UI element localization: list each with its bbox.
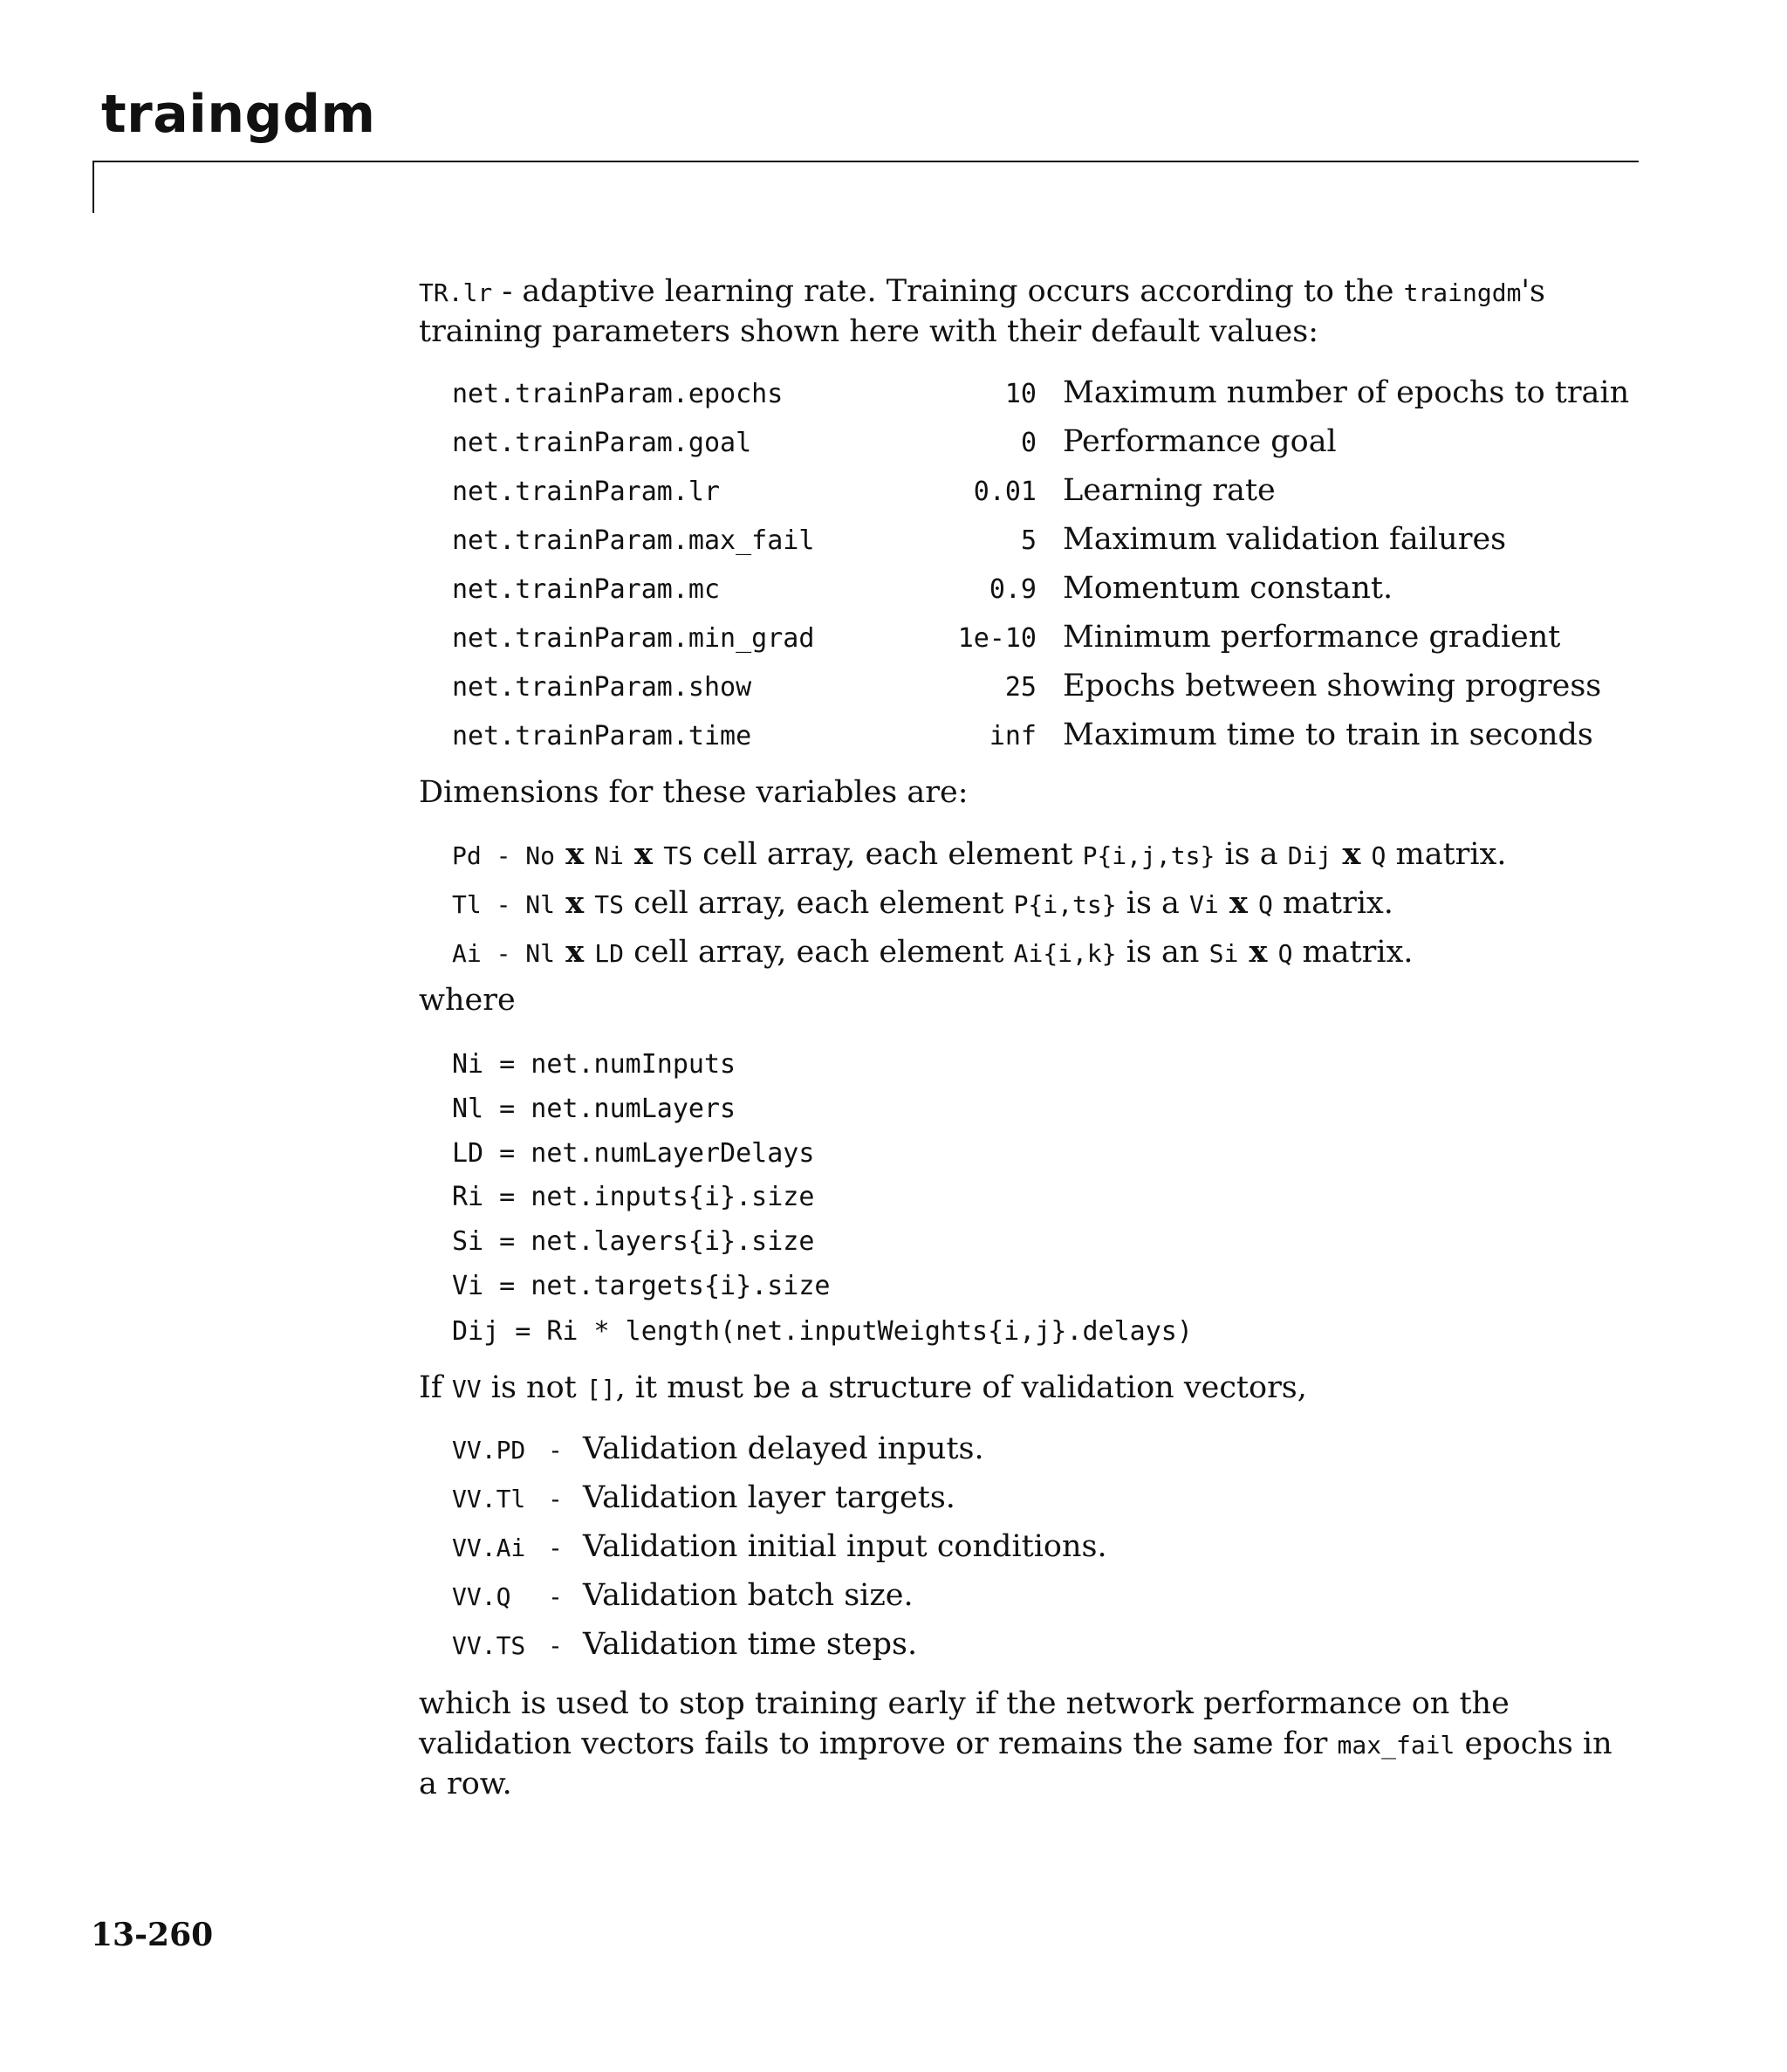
definition-line: Dij = Ri * length(net.inputWeights{i,j}.delays) — [452, 1316, 1193, 1347]
dim-b: TS — [594, 890, 624, 919]
dim-m2: Q — [1277, 939, 1293, 968]
param-row — [452, 473, 1586, 508]
param-description: Maximum time to train in seconds — [1063, 717, 1593, 752]
dim-text: is an — [1116, 935, 1209, 970]
vv-dash: - — [548, 1436, 563, 1465]
dim-x: x — [555, 885, 595, 921]
code-max-fail: max_fail — [1337, 1731, 1455, 1760]
param-value: 5 — [1020, 525, 1037, 556]
param-name: net.trainParam.epochs — [452, 379, 784, 409]
definition-line: Ni = net.numInputs — [452, 1049, 736, 1080]
dim-dash: - — [481, 841, 526, 870]
dimension-row — [452, 885, 1393, 921]
intro-line-2: training parameters shown here with their default values: — [419, 314, 1319, 349]
definition-line: Ri = net.inputs{i}.size — [452, 1182, 815, 1212]
code-tr-lr: TR.lr — [419, 278, 493, 307]
vv-field-row — [452, 1431, 984, 1466]
param-value: 1e-10 — [957, 623, 1037, 654]
dim-a: Nl — [525, 939, 556, 968]
dim-element: P{i,ts} — [1013, 890, 1117, 919]
header-rule — [92, 161, 1639, 162]
vv-intro — [419, 1370, 1307, 1405]
param-row — [452, 571, 1586, 606]
dim-var: Tl — [452, 890, 482, 919]
page-title: traingdm — [101, 84, 376, 145]
dim-b: Ni — [594, 841, 624, 870]
dim-text: cell array, each element — [692, 837, 1083, 872]
definition-line: Si = net.layers{i}.size — [452, 1226, 815, 1257]
dim-c: TS — [663, 841, 693, 870]
vv-field-desc: Validation time steps. — [583, 1627, 918, 1662]
param-name: net.trainParam.time — [452, 721, 752, 751]
definition-line: Nl = net.numLayers — [452, 1094, 736, 1124]
dimensions-heading: Dimensions for these variables are: — [419, 775, 969, 810]
dim-a: No — [525, 841, 556, 870]
vv-field-desc: Validation delayed inputs. — [583, 1431, 984, 1466]
page-number: 13-260 — [91, 1917, 214, 1953]
param-value: 25 — [1004, 672, 1037, 703]
dim-dash: - — [481, 890, 526, 919]
param-value: 0 — [1020, 428, 1037, 458]
vv-intro-text: If — [419, 1370, 452, 1405]
dim-x: x — [1218, 885, 1259, 921]
dim-element: P{i,j,ts} — [1082, 841, 1215, 870]
intro-line-1 — [419, 274, 1545, 309]
dim-text: matrix. — [1292, 935, 1414, 970]
param-name: net.trainParam.min_grad — [452, 623, 815, 654]
param-value: inf — [989, 721, 1037, 751]
param-row — [452, 424, 1586, 459]
definition-line: Vi = net.targets{i}.size — [452, 1271, 831, 1301]
param-value: 0.9 — [989, 574, 1037, 605]
param-row — [452, 620, 1586, 655]
param-row — [452, 522, 1586, 557]
dim-m1: Vi — [1189, 890, 1219, 919]
param-description: Minimum performance gradient — [1063, 620, 1561, 655]
vv-field-desc: Validation initial input conditions. — [583, 1529, 1107, 1564]
vv-field-name: VV.TS — [452, 1631, 526, 1660]
param-name: net.trainParam.show — [452, 672, 752, 703]
closing-text: validation vectors fails to improve or remains the same for — [419, 1726, 1338, 1761]
definition-line: LD = net.numLayerDelays — [452, 1138, 815, 1169]
vv-field-row — [452, 1529, 1107, 1564]
dim-text: matrix. — [1386, 837, 1507, 872]
vv-field-desc: Validation layer targets. — [583, 1480, 955, 1515]
param-value: 0.01 — [973, 477, 1037, 507]
vv-intro-text: , it must be a structure of validation vectors, — [615, 1370, 1307, 1405]
param-value: 10 — [1004, 379, 1037, 409]
param-description: Maximum number of epochs to train — [1063, 375, 1630, 410]
code-traingdm: traingdm — [1403, 278, 1522, 307]
param-description: Epochs between showing progress — [1063, 669, 1602, 703]
vv-dash: - — [548, 1631, 563, 1660]
dim-text: matrix. — [1272, 886, 1393, 921]
closing-line-2 — [419, 1726, 1612, 1761]
vv-field-row — [452, 1578, 914, 1613]
vv-dash: - — [548, 1485, 563, 1513]
vv-field-name: VV.Ai — [452, 1533, 526, 1562]
vv-field-name: VV.PD — [452, 1436, 526, 1465]
vv-field-desc: Validation batch size. — [583, 1578, 914, 1613]
vv-field-row — [452, 1480, 955, 1515]
param-row — [452, 375, 1630, 410]
closing-text: epochs in — [1455, 1726, 1612, 1761]
param-name: net.trainParam.goal — [452, 428, 752, 458]
dim-dash: - — [481, 939, 526, 968]
dim-m2: Q — [1371, 841, 1386, 870]
dim-x: x — [1332, 836, 1372, 872]
closing-line-3: a row. — [419, 1767, 512, 1801]
dim-text: is a — [1116, 886, 1190, 921]
code-empty-brackets: [] — [585, 1375, 616, 1403]
param-name: net.trainParam.mc — [452, 574, 721, 605]
dim-var: Ai — [452, 939, 482, 968]
dimension-row — [452, 934, 1413, 970]
dim-m1: Dij — [1287, 841, 1332, 870]
intro-text-1: - adaptive learning rate. Training occurs according to the — [492, 274, 1404, 309]
param-description: Momentum constant. — [1063, 571, 1393, 606]
dim-b: LD — [594, 939, 624, 968]
vv-intro-text: is not — [481, 1370, 586, 1405]
vv-dash: - — [548, 1582, 563, 1611]
dim-element: Ai{i,k} — [1013, 939, 1117, 968]
param-description: Performance goal — [1063, 424, 1337, 459]
dim-x: x — [555, 934, 595, 970]
intro-text-2: 's — [1521, 274, 1546, 309]
closing-line-1: which is used to stop training early if the network performance on the — [419, 1686, 1510, 1721]
dimension-row — [452, 836, 1506, 872]
param-name: net.trainParam.max_fail — [452, 525, 815, 556]
dim-text: cell array, each element — [623, 886, 1014, 921]
dim-text: cell array, each element — [623, 935, 1014, 970]
dim-x: x — [623, 836, 664, 872]
param-name: net.trainParam.lr — [452, 477, 721, 507]
param-description: Maximum validation failures — [1063, 522, 1507, 557]
vv-dash: - — [548, 1533, 563, 1562]
header-rule-tick — [92, 161, 94, 213]
dim-x: x — [555, 836, 595, 872]
where-label: where — [419, 983, 516, 1018]
param-row — [452, 669, 1602, 703]
dim-m2: Q — [1258, 890, 1273, 919]
dim-text: is a — [1215, 837, 1288, 872]
dim-x: x — [1238, 934, 1278, 970]
param-row — [452, 717, 1593, 752]
code-vv: VV — [451, 1375, 482, 1403]
vv-field-name: VV.Tl — [452, 1485, 526, 1513]
dim-a: Nl — [525, 890, 556, 919]
vv-field-row — [452, 1627, 917, 1662]
dim-var: Pd — [452, 841, 482, 870]
dim-m1: Si — [1208, 939, 1239, 968]
vv-field-name: VV.Q — [452, 1582, 511, 1611]
param-description: Learning rate — [1063, 473, 1276, 508]
